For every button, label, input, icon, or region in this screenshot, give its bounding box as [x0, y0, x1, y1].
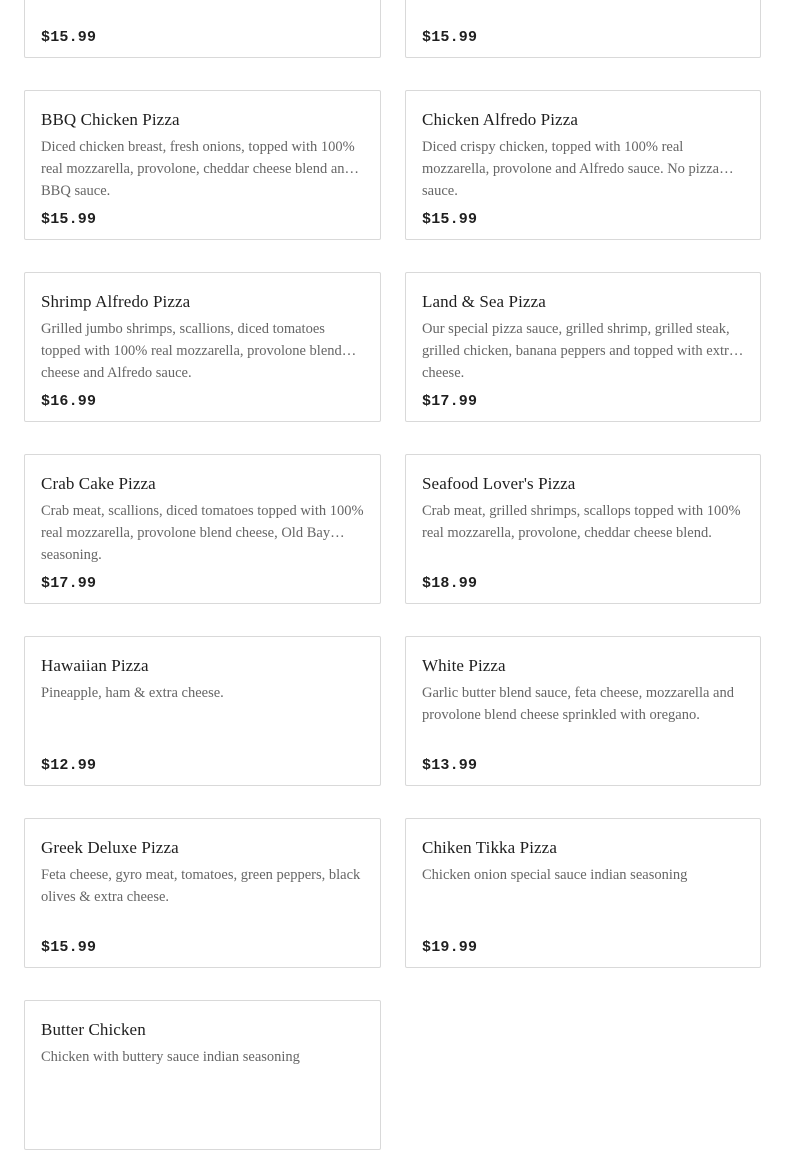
menu-item-card[interactable] [24, 636, 381, 786]
menu-item-price: $15.99 [422, 211, 478, 228]
menu-item-description: Crab meat, grilled shrimps, scallops topped with 100% real mozzarella, provolone, cheddar cheese blend. [422, 503, 741, 541]
menu-item-price: $19.99 [422, 939, 478, 956]
menu-item-description: Chicken with buttery sauce indian seasoning [41, 1049, 300, 1065]
menu-item-price: $16.99 [41, 393, 97, 410]
menu-item-description: Feta cheese, gyro meat, tomatoes, green peppers, black olives & extra cheese. [41, 867, 361, 905]
menu-item-card[interactable] [24, 1000, 381, 1150]
menu-item-description: Chicken onion special sauce indian seasoning [422, 867, 688, 883]
menu-item-card[interactable] [405, 272, 761, 422]
menu-item-description: Diced chicken breast, fresh onions, topped with 100% real mozzarella, provolone, cheddar cheese blend and BBQ sauce. [41, 139, 355, 199]
menu-item-name: BBQ Chicken Pizza [41, 110, 180, 129]
menu-item-description: Garlic butter blend sauce, feta cheese, mozzarella and provolone blend cheese sprinkled with oregano. [422, 685, 734, 723]
menu-item-price: $15.99 [422, 29, 478, 46]
menu-item-name: Land & Sea Pizza [422, 292, 546, 311]
menu-item-card[interactable] [24, 90, 381, 240]
menu-item-name: Hawaiian Pizza [41, 656, 149, 675]
menu-item-price: $18.99 [422, 575, 478, 592]
menu-item-price: $17.99 [41, 575, 97, 592]
menu-item-grid [24, 0, 761, 1150]
menu-item-card[interactable] [24, 454, 381, 604]
menu-item-card[interactable] [24, 272, 381, 422]
menu-item-description: Crab meat, scallions, diced tomatoes topped with 100% real mozzarella, provolone blend cheese, Old Bay seasoning. [41, 503, 364, 563]
menu-item-price: $15.99 [41, 211, 97, 228]
menu-item-price: $12.99 [41, 757, 97, 774]
menu-item-price: $15.99 [41, 29, 97, 46]
menu-item-description: Pineapple, ham & extra cheese. [41, 685, 224, 701]
menu-item-name: Crab Cake Pizza [41, 474, 156, 493]
menu-item-price: $13.99 [422, 757, 478, 774]
menu-item-card[interactable] [24, 0, 381, 58]
menu-item-name: White Pizza [422, 656, 506, 675]
menu-item-name: Greek Deluxe Pizza [41, 838, 179, 857]
menu-item-card[interactable] [24, 818, 381, 968]
menu-item-card[interactable] [405, 818, 761, 968]
menu-item-description: Diced crispy chicken, topped with 100% real mozzarella, provolone and Alfredo sauce. No pizza sauce. [422, 139, 720, 199]
menu-item-name: Seafood Lover's Pizza [422, 474, 576, 493]
menu-item-name: Chiken Tikka Pizza [422, 838, 557, 857]
menu-item-name: Butter Chicken [41, 1020, 146, 1039]
menu-item-price: $15.99 [41, 939, 97, 956]
menu-item-description: Our special pizza sauce, grilled shrimp, grilled steak, grilled chicken, banana peppers and topped with extra cheese. [422, 321, 736, 381]
menu-item-card[interactable] [405, 0, 761, 58]
menu-item-card[interactable] [405, 636, 761, 786]
menu-item-card[interactable] [405, 90, 761, 240]
menu-item-price: $17.99 [422, 393, 478, 410]
menu-item-card[interactable] [405, 454, 761, 604]
menu-item-name: Shrimp Alfredo Pizza [41, 292, 191, 311]
menu-item-description: Grilled jumbo shrimps, scallions, diced tomatoes topped with 100% real mozzarella, provolone blend cheese and Alfredo sauce. [41, 321, 342, 381]
menu-item-name: Chicken Alfredo Pizza [422, 110, 578, 129]
